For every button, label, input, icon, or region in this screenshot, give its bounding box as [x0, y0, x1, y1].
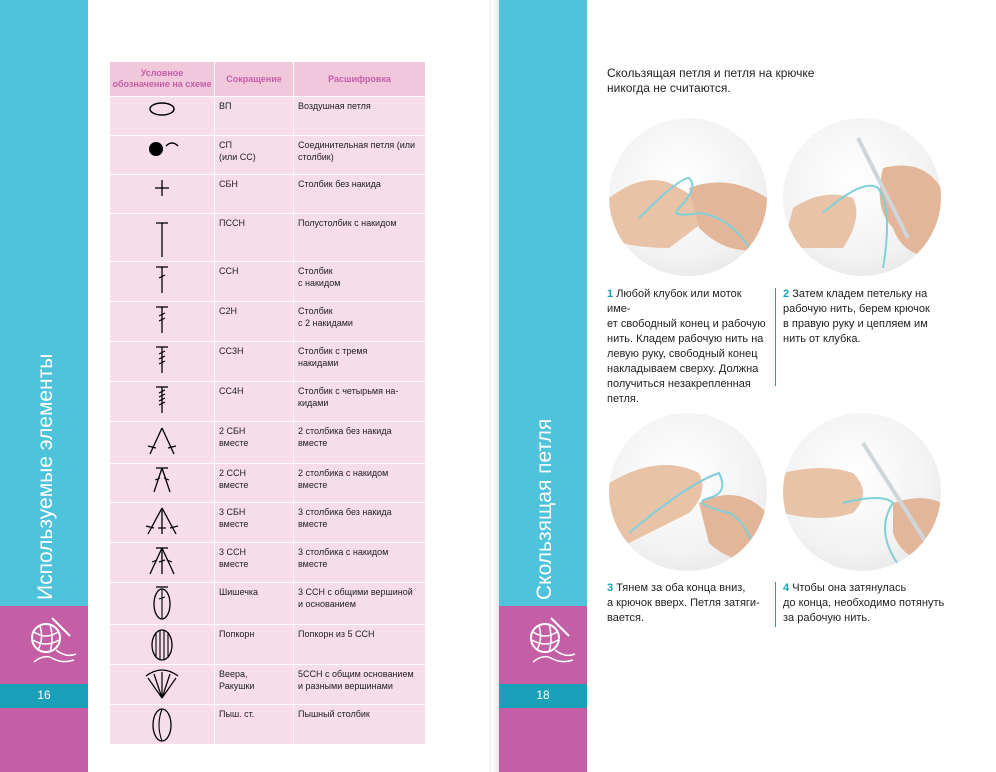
desc-cell: Столбик с 2 накидами: [294, 302, 426, 342]
symbol-cell: [110, 625, 215, 665]
table-row: [110, 382, 426, 422]
symbol-cell: [110, 422, 215, 464]
col-header-symbol: Условное обозначение на схеме: [110, 62, 215, 97]
symbol-cell: [110, 175, 215, 214]
bobble-symbol-icon: [142, 585, 182, 623]
quad-treble-symbol-icon: [142, 383, 182, 421]
slip-stitch-symbol-icon: [142, 136, 182, 174]
table-row: [110, 464, 426, 503]
table-row: [110, 503, 426, 543]
right-side-title: Скользящая петля: [533, 418, 556, 600]
table-row: [110, 705, 426, 745]
abbr-cell: 3 ССН вместе: [215, 543, 294, 583]
step-text: Затем кладем петельку на рабочую нить, берем крючок в правую руку и цепляем им нить от клубка.: [783, 288, 930, 345]
right-page-number: 18: [536, 688, 550, 702]
abbr-cell: Веера, Ракушки: [215, 665, 294, 705]
abbr-cell: С2Н: [215, 302, 294, 342]
desc-cell: Столбик с четырьмя на- кидами: [294, 382, 426, 422]
symbol-cell: [110, 665, 215, 705]
symbol-cell: [110, 214, 215, 262]
symbol-cell: [110, 464, 215, 503]
table-row: [110, 262, 426, 302]
desc-cell: Столбик без накида: [294, 175, 426, 214]
dc3tog-symbol-icon: [142, 544, 182, 582]
step-1: [607, 287, 767, 407]
step-number: 3: [607, 582, 614, 594]
desc-cell: Пышный столбик: [294, 705, 426, 745]
shell-symbol-icon: [142, 666, 182, 704]
yarn-ball-icon: [22, 614, 80, 668]
sc3tog-symbol-icon: [142, 504, 182, 542]
symbol-cell: [110, 97, 215, 136]
treble-symbol-icon: [142, 303, 182, 341]
photo-step-2: [783, 118, 941, 276]
table-row: [110, 625, 426, 665]
desc-cell: 3 столбика без накида вместе: [294, 503, 426, 543]
table-row: [110, 665, 426, 705]
symbol-cell: [110, 583, 215, 625]
step-number: 1: [607, 288, 614, 300]
abbr-cell: ВП: [215, 97, 294, 136]
abbr-cell: СС4Н: [215, 382, 294, 422]
half-double-symbol-icon: [142, 219, 182, 257]
symbol-cell: [110, 382, 215, 422]
left-side-title: Используемые элементы: [34, 353, 57, 600]
table-row: [110, 422, 426, 464]
step-number: 2: [783, 288, 790, 300]
popcorn-symbol-icon: [142, 626, 182, 664]
abbr-cell: ПССН: [215, 214, 294, 262]
desc-cell: Воздушная петля: [294, 97, 426, 136]
abbr-cell: ССН: [215, 262, 294, 302]
dc2tog-symbol-icon: [142, 464, 182, 502]
step-2: [783, 287, 943, 347]
abbr-cell: Попкорн: [215, 625, 294, 665]
photo-step-3: [609, 413, 767, 571]
col-header-abbr: Сокращение: [215, 62, 294, 97]
desc-cell: 3 столбика с накидом вместе: [294, 543, 426, 583]
abbr-cell: СП (или СС): [215, 136, 294, 175]
desc-cell: Столбик с тремя накидами: [294, 342, 426, 382]
symbol-cell: [110, 262, 215, 302]
abbr-cell: Шишечка: [215, 583, 294, 625]
abbr-cell: Пыш. ст.: [215, 705, 294, 745]
double-symbol-icon: [142, 263, 182, 301]
table-row: [110, 583, 426, 625]
symbols-table: [110, 62, 426, 745]
symbol-cell: [110, 302, 215, 342]
abbr-cell: 3 СБН вместе: [215, 503, 294, 543]
desc-cell: 5ССН с общим основанием и разными вершинами: [294, 665, 426, 705]
table-header: [110, 62, 426, 97]
triple-treble-symbol-icon: [142, 343, 182, 381]
plus-symbol-icon: [142, 175, 182, 213]
intro-text: Скользящая петля и петля на крючке никогда не считаются.: [607, 66, 815, 95]
desc-cell: Соединительная петля (или столбик): [294, 136, 426, 175]
table-row: [110, 214, 426, 262]
table-row: [110, 543, 426, 583]
desc-cell: 3 ССН с общими вершиной и основанием: [294, 583, 426, 625]
abbr-cell: 2 СБН вместе: [215, 422, 294, 464]
step-3: [607, 581, 767, 626]
step-4: [783, 581, 953, 626]
table-row: [110, 136, 426, 175]
symbol-cell: [110, 342, 215, 382]
left-page-number: 16: [37, 688, 51, 702]
step-text: Любой клубок или моток име- ет свободный конец и рабочую нить. Кладем рабочую нить на левую руку, свободный конец накладываем сверху. Должна получиться незакрепленная петля.: [607, 288, 766, 405]
photo-step-1: [609, 118, 767, 276]
table-row: [110, 342, 426, 382]
left-sidebar: [0, 0, 88, 772]
yarn-ball-icon: [521, 614, 579, 668]
desc-cell: 2 столбика без накида вместе: [294, 422, 426, 464]
table-row: [110, 302, 426, 342]
abbr-cell: СС3Н: [215, 342, 294, 382]
table-row: [110, 97, 426, 136]
step-number: 4: [783, 582, 790, 594]
step-text: Тянем за оба конца вниз, а крючок вверх. Петля затяги- вается.: [607, 582, 760, 624]
desc-cell: Попкорн из 5 ССН: [294, 625, 426, 665]
table-row: [110, 175, 426, 214]
symbol-cell: [110, 543, 215, 583]
desc-cell: 2 столбика с накидом вместе: [294, 464, 426, 503]
abbr-cell: СБН: [215, 175, 294, 214]
symbol-cell: [110, 705, 215, 745]
desc-cell: Столбик с накидом: [294, 262, 426, 302]
right-sidebar: [499, 0, 587, 772]
puff-symbol-icon: [142, 706, 182, 744]
step-text: Чтобы она затянулась до конца, необходимо потянуть за рабочую нить.: [783, 582, 945, 624]
photo-step-4: [783, 413, 941, 571]
symbol-cell: [110, 136, 215, 175]
sc2tog-symbol-icon: [142, 424, 182, 462]
abbr-cell: 2 ССН вместе: [215, 464, 294, 503]
symbol-cell: [110, 503, 215, 543]
col-header-desc: Расшифровка: [294, 62, 426, 97]
desc-cell: Полустолбик с накидом: [294, 214, 426, 262]
oval-symbol-icon: [142, 97, 182, 135]
